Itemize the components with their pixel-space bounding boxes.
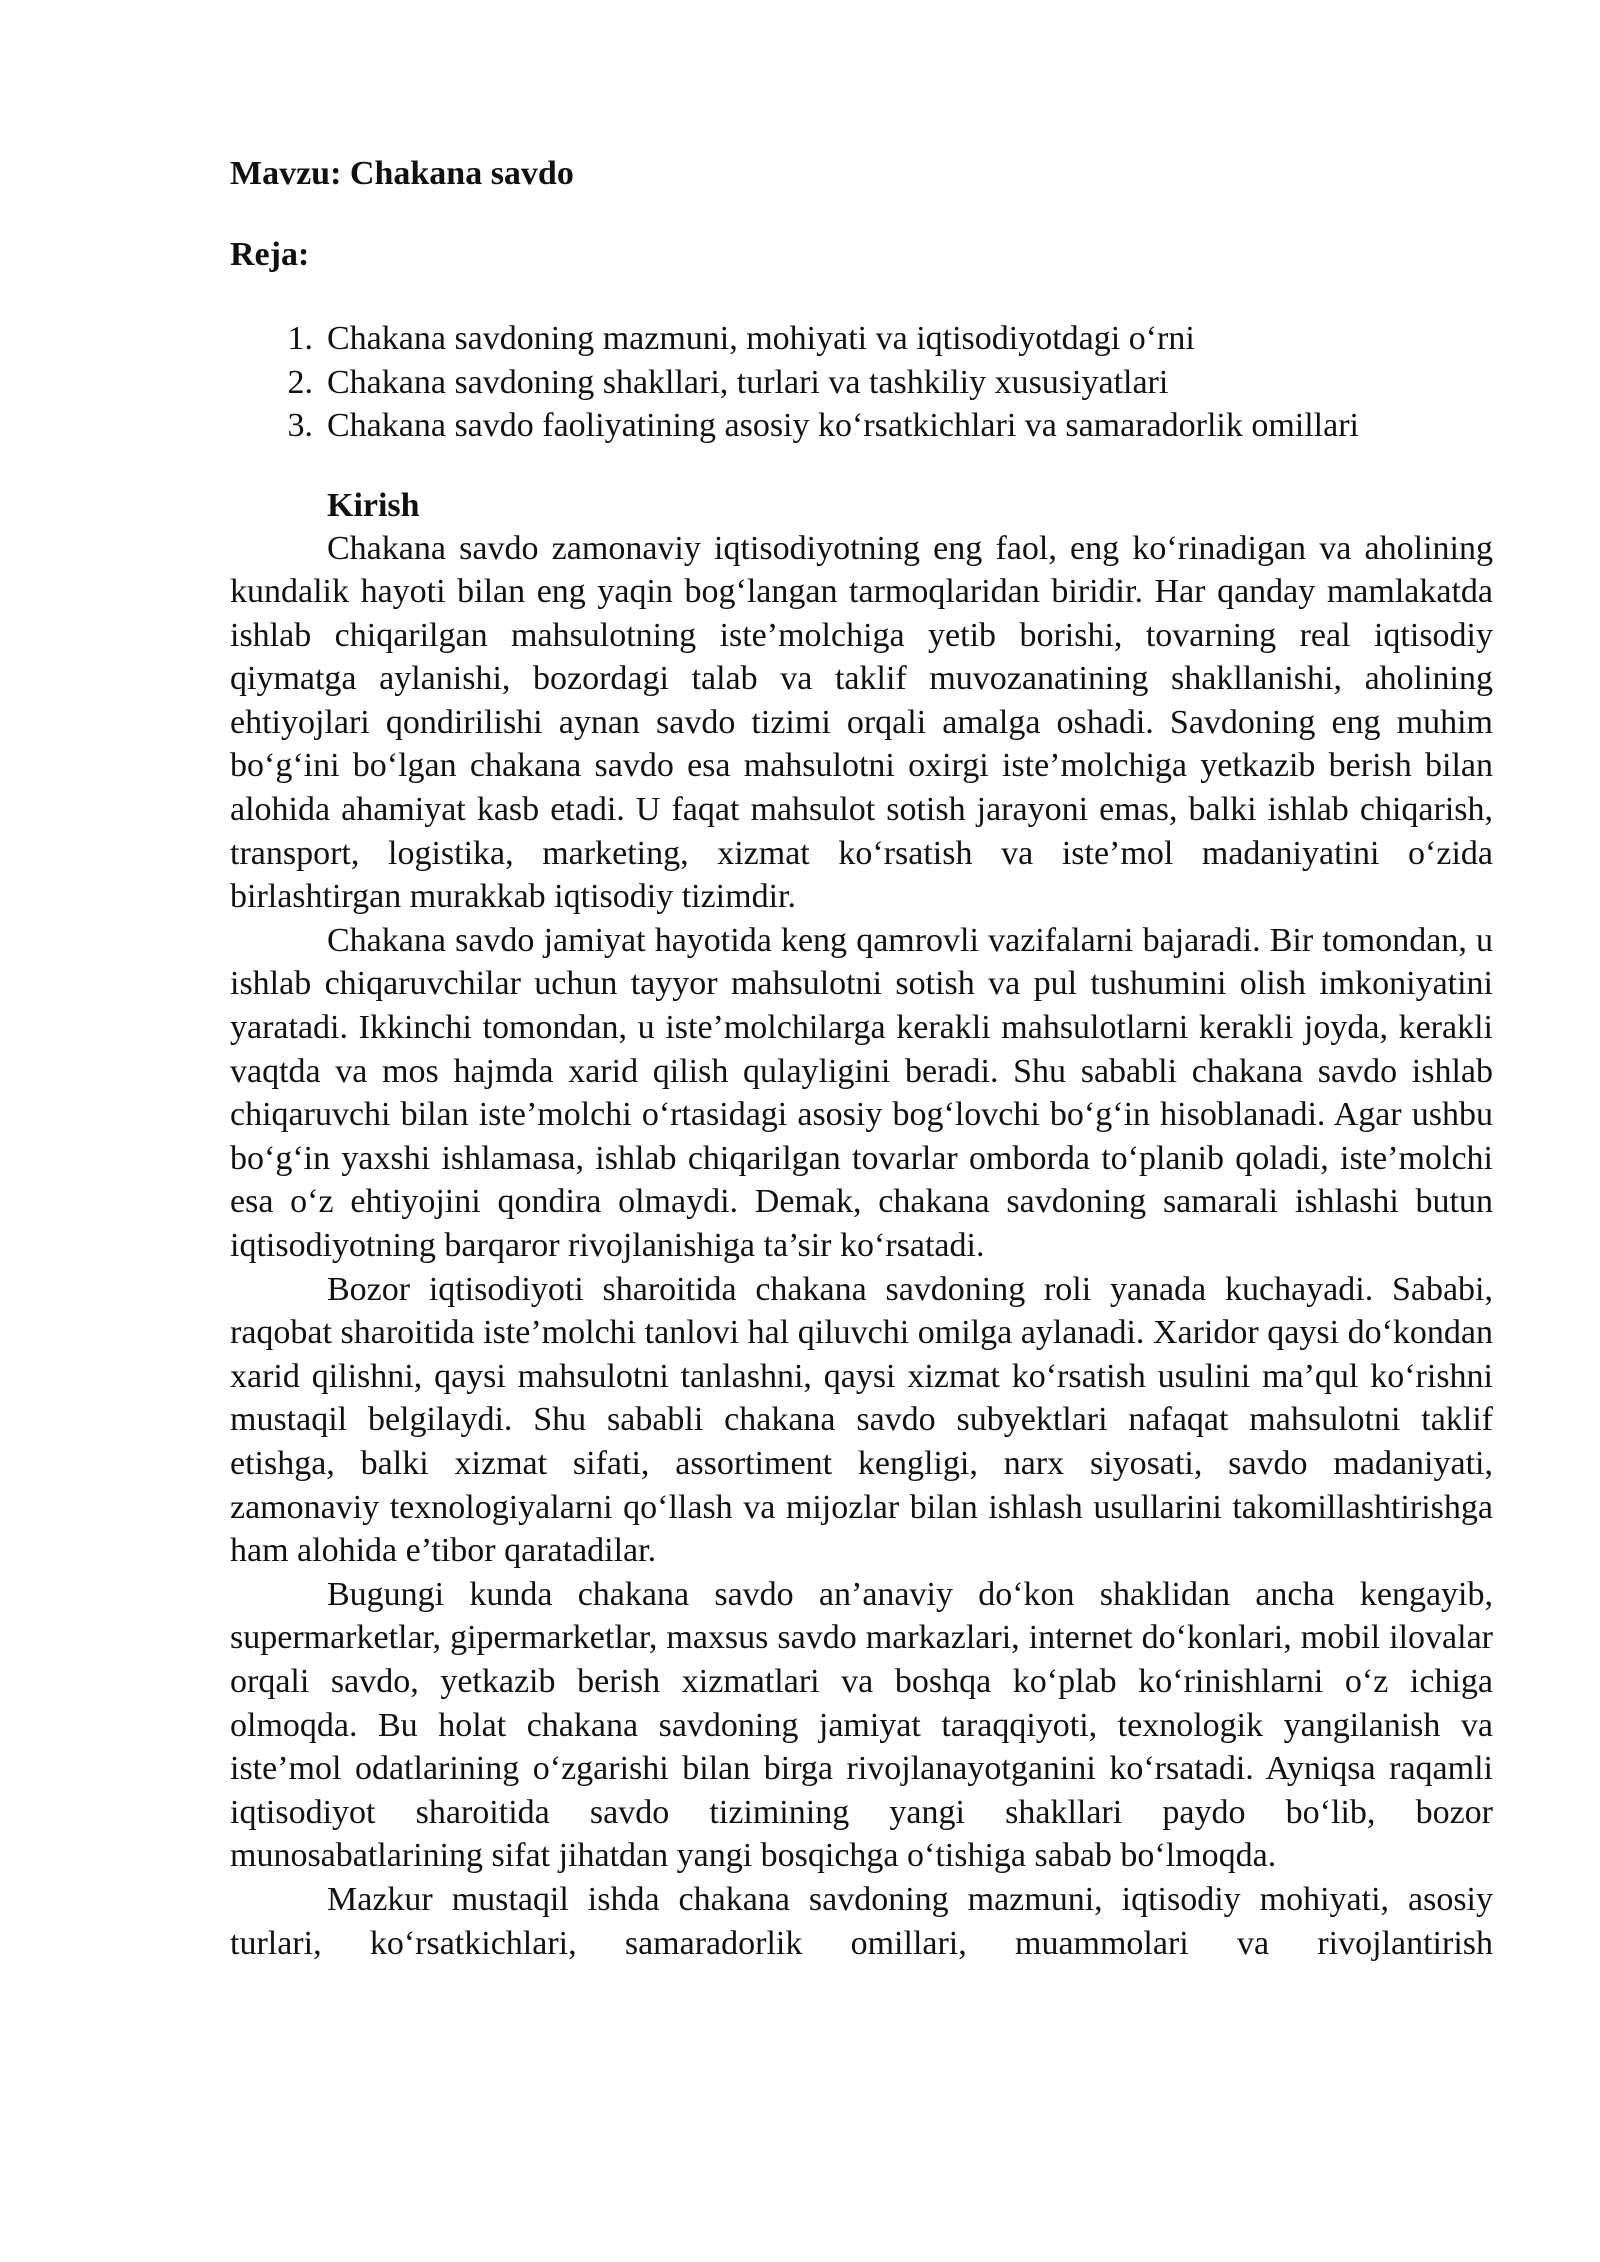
paragraph: Bozor iqtisodiyoti sharoitida chakana savdoning roli yanada kuchayadi. Sababi, raqobat sharoitida iste’molchi tanlovi hal qiluvchi omilga aylanadi. Xaridor qaysi do‘kondan xarid qilishni, qaysi mahsulotni tanlashni, qaysi xizmat ko‘rsatish usulini ma’qul ko‘rishni mustaqil belgilaydi. Shu sababli chakana savdo subyektlari nafaqat mahsulotni taklif etishga, balki xizmat sifati, assortiment kengligi, narx siyosati, savdo madaniyati, zamonaviy texnologiyalarni qo‘llash va mijozlar bilan ishlash usullarini takomillashtirishga ham alohida e’tibor qaratadilar. [230, 1270, 1493, 1570]
plan-list [230, 317, 1493, 448]
paragraph: Chakana savdo jamiyat hayotida keng qamrovli vazifalarni bajaradi. Bir tomondan, u ishlab chiqaruvchilar uchun tayyor mahsulotni sotish va pul tushumini olish imkoniyatini yaratadi. Ikkinchi tomondan, u iste’molchilarga kerakli mahsulotlarni kerakli joyda, kerakli vaqtda va mos hajmda xarid qilish qulayligini beradi. Shu sababli chakana savdo ishlab chiqaruvchi bilan iste’molchi o‘rtasidagi asosiy bog‘lovchi bo‘g‘in hisoblanadi. Agar ushbu bo‘g‘in yaxshi ishlamasa, ishlab chiqarilgan tovarlar omborda to‘planib qoladi, iste’molchi esa o‘z ehtiyojini qondira olmaydi. Demak, chakana savdoning samarali ishlashi butun iqtisodiyotning barqaror rivojlanishiga ta’sir ko‘rsatadi. [230, 921, 1493, 1264]
plan-label: Reja: [230, 236, 310, 273]
plan-item-text: Chakana savdoning shakllari, turlari va tashkiliy xususiyatlari [327, 363, 1169, 401]
paragraph: Chakana savdo zamonaviy iqtisodiyotning eng faol, eng ko‘rinadigan va aholining kundalik hayoti bilan eng yaqin bog‘langan tarmoqlaridan biridir. Har qanday mamlakatda ishlab chiqarilgan mahsulotning iste’molchiga yetib borishi, tovarning real iqtisodiy qiymatga aylanishi, bozordagi talab va taklif muvozanatining shakllanishi, aholining ehtiyojlari qondirilishi aynan savdo tizimi orqali amalga oshadi. Savdoning eng muhim bo‘g‘ini bo‘lgan chakana savdo esa mahsulotni oxirgi iste’molchiga yetkazib berish bilan alohida ahamiyat kasb etadi. U faqat mahsulot sotish jarayoni emas, balki ishlab chiqarish, transport, logistika, marketing, xizmat ko‘rsatish va iste’mol madaniyatini o‘zida birlashtirgan murakkab iqtisodiy tizimdir. [230, 529, 1493, 916]
plan-item-number: 1. [287, 320, 313, 357]
body-text [230, 527, 1493, 1966]
document-page [230, 152, 1493, 1965]
document-topic: Mavzu: Chakana savdo [230, 155, 574, 192]
paragraph: Mazkur mustaqil ishda chakana savdoning mazmuni, iqtisodiy mohiyati, asosiy turlari, ko‘rsatkichlari, samaradorlik omillari, muammolari va rivojlantirish [230, 1880, 1493, 1962]
plan-item-text: Chakana savdo faoliyatining asosiy ko‘rsatkichlari va samaradorlik omillari [327, 407, 1359, 444]
plan-item-number: 2. [287, 363, 313, 401]
plan-item [230, 404, 1493, 448]
plan-item-number: 3. [287, 407, 313, 444]
plan-item-text: Chakana savdoning mazmuni, mohiyati va iqtisodiyotdagi o‘rni [327, 320, 1195, 357]
intro-heading: Kirish [327, 486, 420, 524]
plan-item [230, 317, 1493, 361]
paragraph: Bugungi kunda chakana savdo an’anaviy do‘kon shaklidan ancha kengayib, supermarketlar, gipermarketlar, maxsus savdo markazlari, internet do‘konlari, mobil ilovalar orqali savdo, yetkazib berish xizmatlari va boshqa ko‘plab ko‘rinishlarni o‘z ichiga olmoqda. Bu holat chakana savdoning jamiyat taraqqiyoti, texnologik yangilanish va iste’mol odatlarining o‘zgarishi bilan birga rivojlanayotganini ko‘rsatadi. Ayniqsa raqamli iqtisodiyot sharoitida savdo tizimining yangi shakllari paydo bo‘lib, bozor munosabatlarining sifat jihatdan yangi bosqichga o‘tishiga sabab bo‘lmoqda. [230, 1575, 1493, 1875]
plan-item [230, 361, 1493, 405]
